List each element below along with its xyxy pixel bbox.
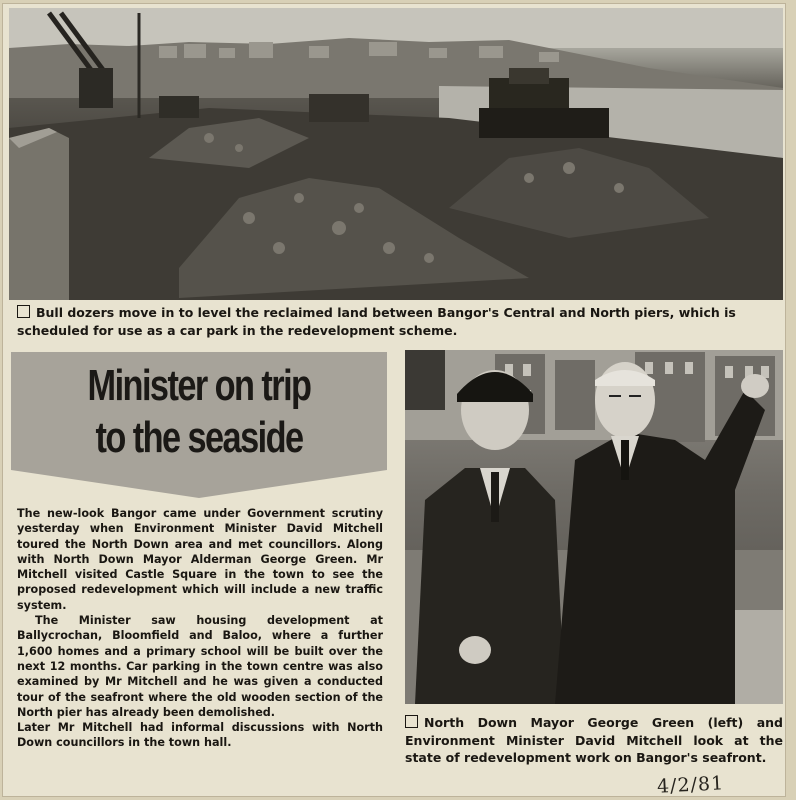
caption-box-marker [17, 305, 30, 318]
handwritten-date: 4/2/81 [656, 772, 725, 798]
minister-photo-art [405, 350, 783, 704]
bulldozer-photo [9, 8, 783, 300]
article-body [17, 506, 383, 751]
minister-photo [405, 350, 783, 704]
article-paragraph-2: The Minister saw housing development at Ballycrochan, Bloomfield and Baloo, where a further 1,600 homes and a primary school will be built over the next 12 months. Car parking in the town centre was also examined by Mr Mitchell and he was given a conducted tour of the seafront where the old wooden section of the North pier has already been demolished. [17, 614, 383, 719]
headline-banner [11, 352, 387, 498]
caption-box-marker-2 [405, 715, 418, 728]
headline-text [52, 360, 345, 464]
minister-photo-caption-text: North Down Mayor George Green (left) and Environment Minister David Mitchell look at the state of redevelopment work on Bangor's seafront. [405, 715, 783, 765]
top-photo-caption-text: Bull dozers move in to level the reclaimed land between Bangor's Central and North piers, which is scheduled for use as a car park in the redevelopment scheme. [17, 305, 736, 338]
bulldozer-photo-art [9, 8, 783, 300]
newspaper-clipping [3, 4, 785, 796]
minister-photo-caption [405, 714, 783, 767]
article-paragraph-1: The new-look Bangor came under Government scrutiny yesterday when Environment Minister David Mitchell toured the North Down area and met councillors. Along with North Down Mayor Alderman George Green. Mr Mitchell visited Castle Square in the town to see the proposed redevelopment which will include a new traffic system. [17, 507, 383, 612]
article-paragraph-3: Later Mr Mitchell had informal discussions with North Down councillors in the town hall. [17, 721, 383, 750]
top-photo-caption [17, 304, 779, 340]
headline-line-2: to the seaside [95, 413, 303, 462]
headline-line-1: Minister on trip [87, 361, 311, 410]
